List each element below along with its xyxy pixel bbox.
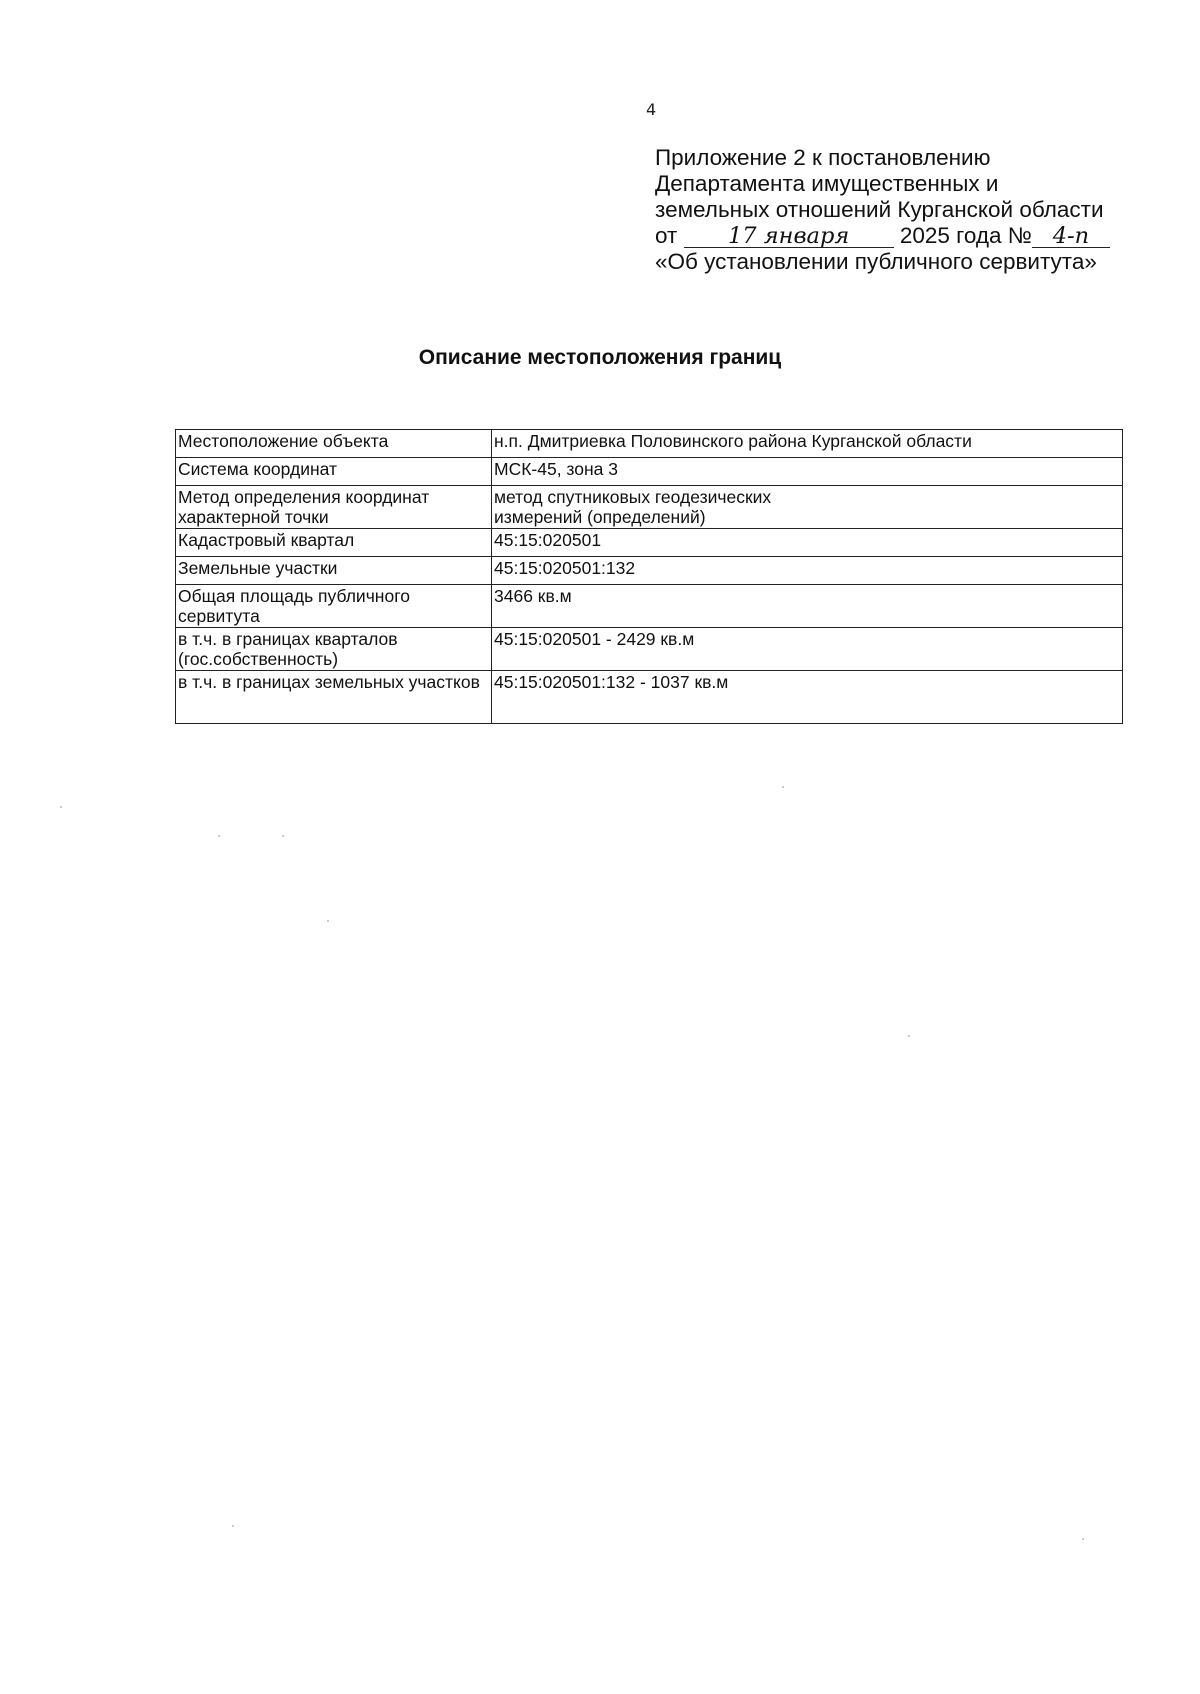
scan-speck <box>327 920 329 922</box>
table-row <box>176 430 1123 458</box>
scan-speck <box>1082 1538 1084 1540</box>
row-label: в т.ч. в границах кварталов (гос.собственность) <box>176 628 492 671</box>
table-row <box>176 628 1123 671</box>
table-row <box>176 486 1123 529</box>
row-label: Система координат <box>176 458 492 486</box>
scan-speck <box>782 786 784 788</box>
table-row <box>176 458 1123 486</box>
scan-speck <box>218 835 220 837</box>
row-value: метод спутниковых геодезических измерений (определений) <box>492 486 1123 529</box>
scan-speck <box>282 835 284 837</box>
row-value: МСК-45, зона 3 <box>492 458 1123 486</box>
handwritten-number: 4-п <box>1032 225 1110 248</box>
scan-speck <box>60 806 62 808</box>
scan-speck <box>232 1525 234 1527</box>
row-value: 45:15:020501 - 2429 кв.м <box>492 628 1123 671</box>
year-text: 2025 года № <box>899 223 1032 248</box>
row-value: н.п. Дмитриевка Половинского района Курганской области <box>492 430 1123 458</box>
row-label: в т.ч. в границах земельных участков <box>176 671 492 724</box>
appendix-line-3: земельных отношений Курганской области <box>655 197 1104 222</box>
appendix-line-2: Департамента имущественных и <box>655 171 999 196</box>
document-title: Описание местоположения границ <box>418 346 782 369</box>
row-label: Метод определения координат характерной точки <box>176 486 492 529</box>
row-label: Земельные участки <box>176 557 492 585</box>
boundary-info-table <box>175 429 1123 724</box>
row-value: 45:15:020501:132 - 1037 кв.м <box>492 671 1123 724</box>
table-row <box>176 585 1123 628</box>
appendix-header <box>655 145 1135 275</box>
date-prefix: от <box>655 223 678 248</box>
row-label: Кадастровый квартал <box>176 529 492 557</box>
table-row <box>176 671 1123 724</box>
row-value: 3466 кв.м <box>492 585 1123 628</box>
row-value: 45:15:020501 <box>492 529 1123 557</box>
appendix-line-1: Приложение 2 к постановлению <box>655 145 991 170</box>
appendix-line-5: «Об установлении публичного сервитута» <box>655 249 1097 274</box>
table-row <box>176 529 1123 557</box>
row-label: Местоположение объекта <box>176 430 492 458</box>
table-row <box>176 557 1123 585</box>
handwritten-date: 17 января <box>684 225 894 248</box>
row-label: Общая площадь публичного сервитута <box>176 585 492 628</box>
page-number: 4 <box>646 100 657 119</box>
row-value: 45:15:020501:132 <box>492 557 1123 585</box>
scan-speck <box>908 1035 910 1037</box>
appendix-date-line <box>655 223 1135 249</box>
